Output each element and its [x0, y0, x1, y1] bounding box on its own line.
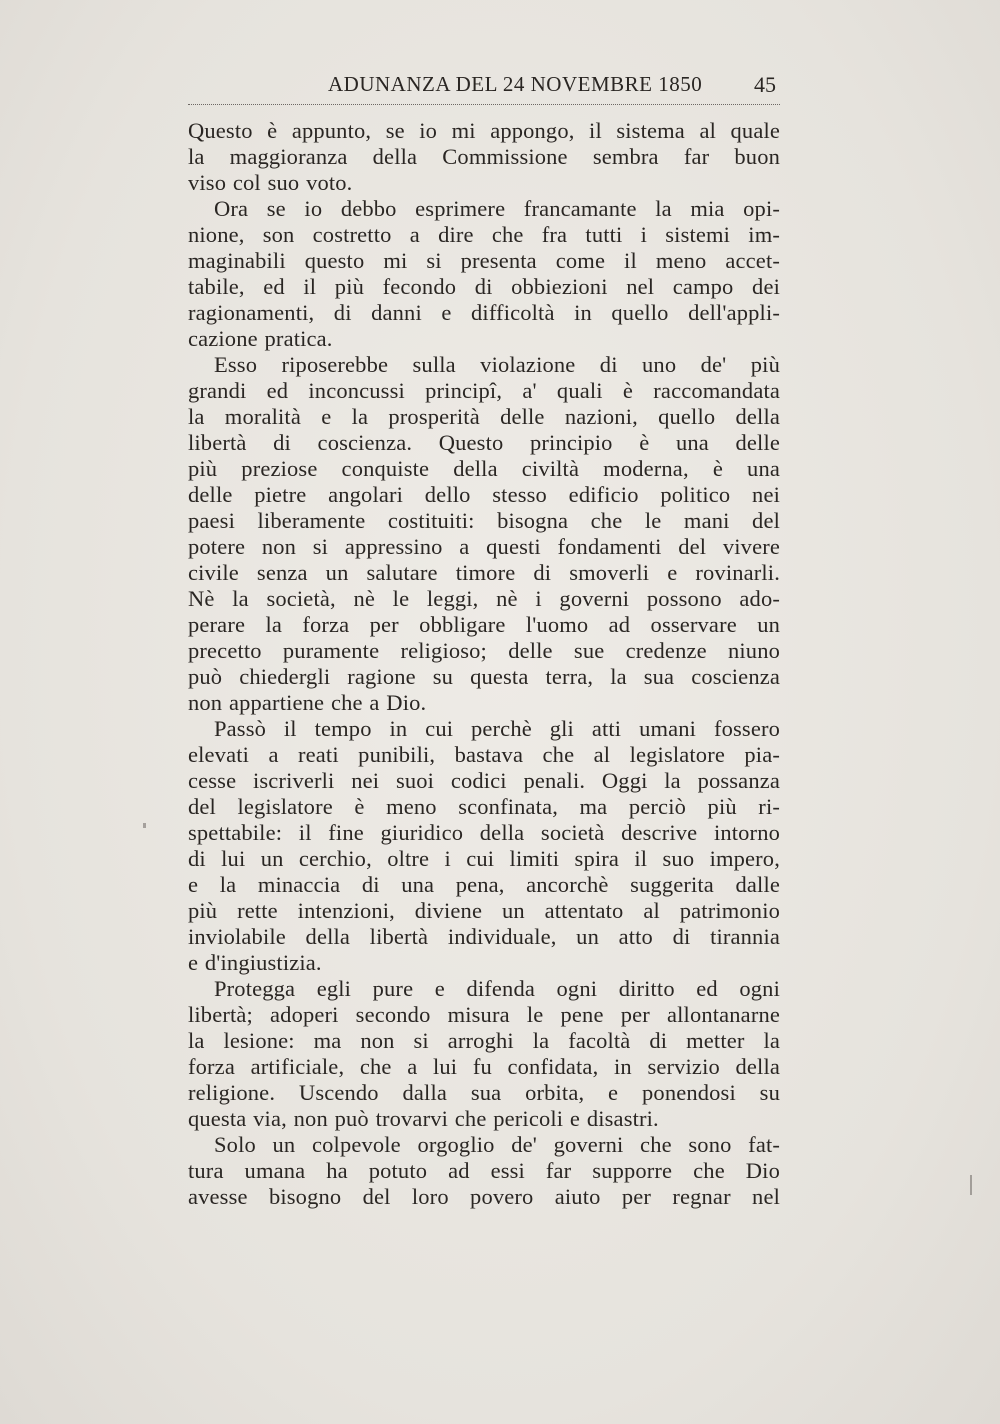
text-line: potere non si appressino a questi fondamenti del vivere: [188, 534, 780, 559]
running-title: ADUNANZA DEL 24 NOVEMBRE 1850: [328, 72, 703, 96]
text-line: cesse iscriverli nei suoi codici penali. Oggi la possanza: [188, 768, 780, 793]
text-line: grandi ed inconcussi principî, a' quali è raccomandata: [188, 378, 780, 403]
text-line: e d'ingiustizia.: [188, 950, 322, 975]
text-line: la lesione: ma non si arroghi la facoltà di metter la: [188, 1028, 780, 1053]
body-text: [188, 118, 780, 1210]
text-line: delle pietre angolari dello stesso edificio politico nei: [188, 482, 780, 507]
text-line: precetto puramente religioso; delle sue credenze niuno: [188, 638, 780, 663]
text-line: libertà; adoperi secondo misura le pene per allontanarne: [188, 1002, 780, 1027]
text-line: Ora se io debbo esprimere francamante la mia opi-: [214, 196, 780, 221]
text-line: questa via, non può trovarvi che pericoli e disastri.: [188, 1106, 659, 1131]
text-line: paesi liberamente costituiti: bisogna che le mani del: [188, 508, 780, 533]
text-line: civile senza un salutare timore di smoverli e rovinarli.: [188, 560, 780, 585]
text-line: Protegga egli pure e difenda ogni diritto ed ogni: [214, 976, 780, 1001]
text-line: perare la forza per obbligare l'uomo ad osservare un: [188, 612, 780, 637]
text-line: Esso riposerebbe sulla violazione di uno de' più: [214, 352, 780, 377]
text-line: viso col suo voto.: [188, 170, 353, 195]
text-line: la maggioranza della Commissione sembra far buon: [188, 144, 780, 169]
text-line: ragionamenti, di danni e difficoltà in quello dell'appli-: [188, 300, 780, 325]
text-line: la moralità e la prosperità delle nazioni, quello della: [188, 404, 780, 429]
text-line: tura umana ha potuto ad essi far supporre che Dio: [188, 1158, 780, 1183]
text-line: spettabile: il fine giuridico della società descrive intorno: [188, 820, 780, 845]
text-line: Nè la società, nè le leggi, nè i governi possono ado-: [188, 586, 780, 611]
text-line: Passò il tempo in cui perchè gli atti umani fossero: [214, 716, 780, 741]
text-line: di lui un cerchio, oltre i cui limiti spira il suo impero,: [188, 846, 780, 871]
text-line: Solo un colpevole orgoglio de' governi che sono fat-: [214, 1132, 780, 1157]
text-line: e la minaccia di una pena, ancorchè suggerita dalle: [188, 872, 780, 897]
text-line: più preziose conquiste della civiltà moderna, è una: [188, 456, 780, 481]
text-line: elevati a reati punibili, bastava che al legislatore pia-: [188, 742, 780, 767]
text-line: più rette intenzioni, diviene un attentato al patrimonio: [188, 898, 780, 923]
scan-speck: [143, 823, 146, 828]
text-line: del legislatore è meno sconfinata, ma perciò più ri-: [188, 794, 780, 819]
text-line: maginabili questo mi si presenta come il meno accet-: [188, 248, 780, 273]
text-line: forza artificiale, che a lui fu confidata, in servizio della: [188, 1054, 780, 1079]
text-line: può chiedergli ragione su questa terra, la sua coscienza: [188, 664, 780, 689]
scan-speck: [970, 1175, 972, 1195]
text-line: nione, son costretto a dire che fra tutti i sistemi im-: [188, 222, 780, 247]
text-line: tabile, ed il più fecondo di obbiezioni nel campo dei: [188, 274, 780, 299]
text-line: Questo è appunto, se io mi appongo, il sistema al quale: [188, 118, 780, 143]
running-header: [188, 70, 780, 105]
text-line: libertà di coscienza. Questo principio è una delle: [188, 430, 780, 455]
text-line: avesse bisogno del loro povero aiuto per regnar nel: [188, 1184, 780, 1209]
text-line: religione. Uscendo dalla sua orbita, e ponendosi su: [188, 1080, 780, 1105]
text-line: inviolabile della libertà individuale, un atto di tirannia: [188, 924, 780, 949]
text-line: cazione pratica.: [188, 326, 333, 351]
page-number: 45: [754, 72, 776, 97]
text-line: non appartiene che a Dio.: [188, 690, 427, 715]
